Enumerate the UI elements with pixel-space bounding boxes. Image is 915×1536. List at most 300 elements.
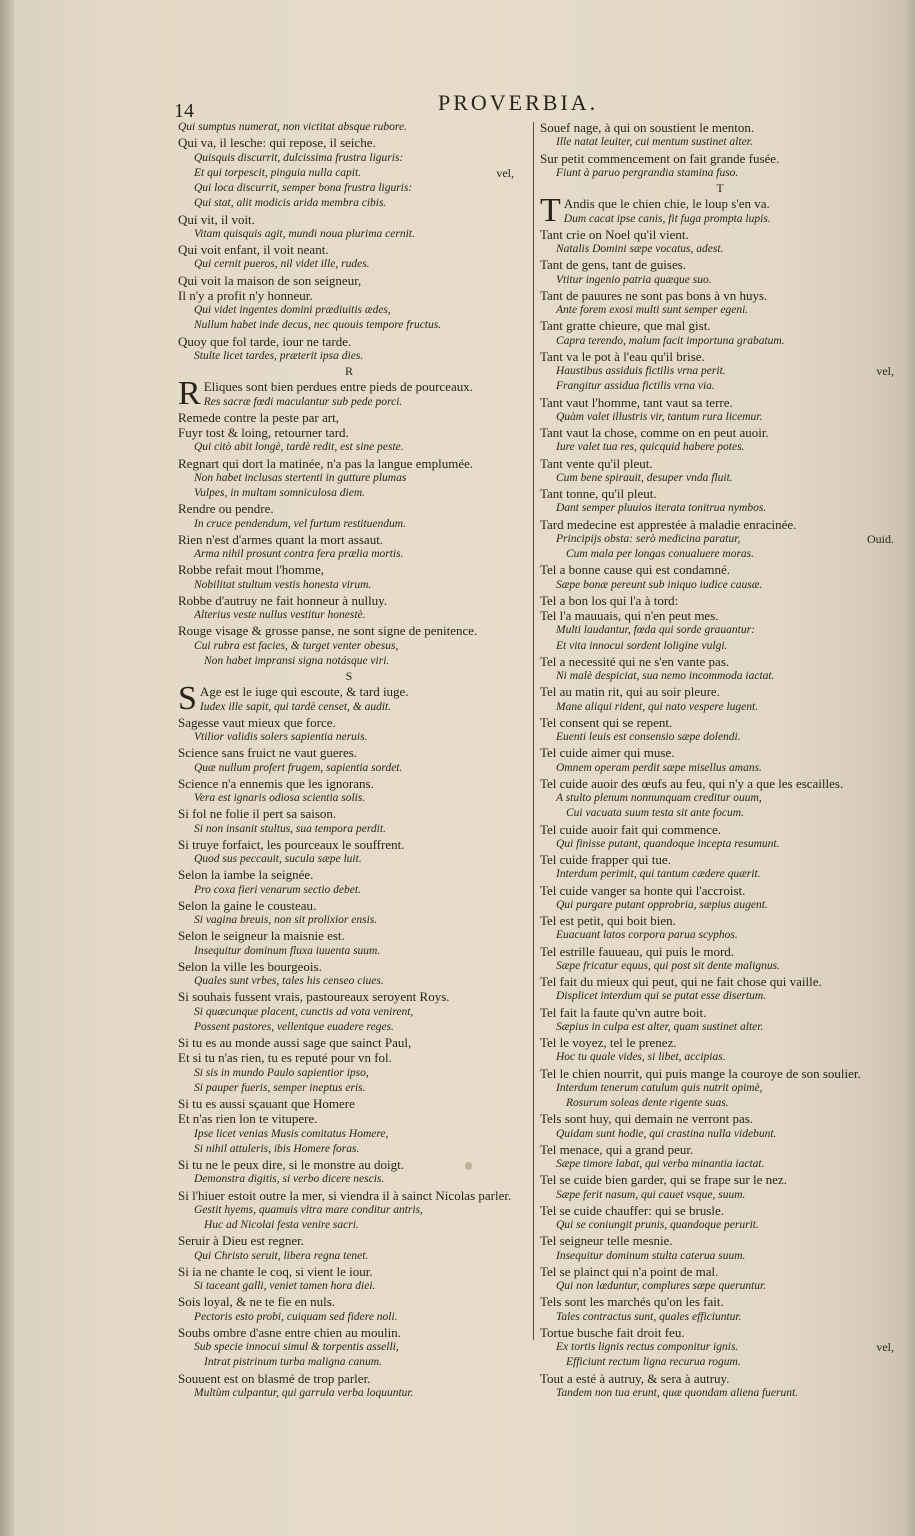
line-text: Remede contre la peste par art, (178, 409, 339, 425)
latin-translation (540, 1310, 900, 1325)
french-proverb (178, 532, 520, 547)
line-text: Sæpe bonæ pereunt sub iniquo iudice causæ. (556, 578, 763, 591)
line-text: Ex tortis lignis rectus componitur ignis. (556, 1341, 739, 1353)
latin-translation (540, 532, 900, 547)
french-proverb (178, 989, 520, 1004)
line-text: Tel cuide auoir fait qui commence. (540, 821, 722, 837)
french-proverb (178, 1294, 520, 1309)
line-text: Quidam sunt hodie, qui crastina nulla videbunt. (556, 1127, 777, 1140)
french-proverb (178, 1035, 520, 1050)
line-text: Tel a bon los qui l'a à tord: (540, 592, 679, 608)
line-text: Si taceant galli, veniet tamen hora diei. (194, 1280, 376, 1292)
french-proverb (540, 776, 900, 791)
latin-translation (178, 120, 520, 135)
line-text: Tel le chien nourrit, qui puis mange la couroye de son soulier. (540, 1065, 861, 1081)
latin-translation (540, 334, 900, 349)
line-text: Hoc tu quale vides, si libet, accipias. (556, 1051, 726, 1064)
line-text: Sæpius in culpa est alter, quam sustinet alter. (556, 1020, 764, 1033)
latin-translation (178, 257, 520, 272)
latin-translation (540, 135, 900, 150)
line-text: Cui vacuata suum testa sit ante focum. (566, 807, 744, 820)
french-proverb (178, 212, 520, 227)
line-text: Tant vaut la chose, comme on en peut auoir. (540, 425, 769, 440)
latin-translation (178, 1020, 520, 1035)
latin-translation (540, 1249, 900, 1264)
line-text: Vera est ignaris odiosa scientia solis. (194, 792, 366, 804)
french-proverb (540, 120, 900, 135)
french-proverb (178, 898, 520, 913)
french-proverb (178, 1325, 520, 1340)
line-text: Tel estrille fauueau, qui puis le mord. (540, 943, 735, 959)
line-text: Vtilior validis solers sapientia neruis. (194, 731, 368, 743)
letter-heading (540, 181, 900, 196)
line-text: Sæpe ferit nasum, qui cauet vsque, suum. (556, 1188, 746, 1201)
french-proverb (178, 959, 520, 974)
line-text: Rendre ou pendre. (178, 501, 274, 517)
latin-translation (178, 730, 520, 745)
line-text: Tales contractus sunt, quales efficiuntur. (556, 1310, 742, 1323)
line-text: Tel fait la faute qu'vn autre boit. (540, 1004, 707, 1020)
line-text: Tel l'a mauuais, qui n'en peut mes. (540, 608, 719, 623)
line-text: Si non insanit stultus, sua tempora perdit. (194, 822, 386, 835)
latin-translation (178, 913, 520, 928)
line-text: Qui Christo seruit, libera regna tenet. (194, 1249, 369, 1262)
line-text: Tel se plainct qui n'a point de mal. (540, 1263, 719, 1279)
latin-translation (178, 1340, 520, 1355)
line-text: Quisquis discurrit, dulcissima frustra liguris: (194, 151, 404, 164)
french-proverb (540, 883, 900, 898)
line-text: Tel consent qui se repent. (540, 714, 673, 730)
marginal-note: Ouid. (867, 531, 894, 546)
french-proverb (178, 715, 520, 730)
line-text: Robbe d'autruy ne fait honneur à nulluy. (178, 592, 388, 608)
line-text: Qui videt ingentes domini prædiuitis ædes, (194, 304, 391, 316)
line-text: Souuent est on blasmé de trop parler. (178, 1370, 371, 1386)
line-text: Selon le seigneur la maisnie est. (178, 928, 345, 944)
french-proverb (540, 288, 900, 303)
latin-translation (540, 669, 900, 684)
line-text: Qui cernit pueros, nil videt ille, rudes. (194, 258, 370, 271)
french-proverb (178, 135, 520, 150)
latin-translation (178, 1005, 520, 1020)
line-text: Cum mala per longas conualuere moras. (566, 548, 755, 560)
line-text: Dant semper pluuios iterata tonitrua nymbos. (556, 502, 767, 515)
line-text: Tant gratte chieure, que mal gist. (540, 318, 711, 334)
latin-translation (178, 1203, 520, 1218)
latin-translation (540, 1050, 900, 1065)
french-proverb (178, 745, 520, 760)
line-text: Possent pastores, vellentque euadere reges. (194, 1020, 394, 1033)
french-proverb (540, 715, 900, 730)
line-text: Et vita innocui sordent loligine vulgi. (556, 639, 728, 652)
french-proverb (540, 1233, 900, 1248)
latin-translation (540, 242, 900, 257)
next-page-edge (903, 0, 915, 1536)
line-text: Si truye forfaict, les pourceaux le souffrent. (178, 836, 405, 852)
line-text: Interdum tenerum catulum quis nutrit opimè, (556, 1081, 763, 1094)
latin-translation (178, 608, 520, 623)
latin-translation (540, 1157, 900, 1172)
letter-heading (178, 669, 520, 684)
line-text: Omnem operam perdit sæpe misellus amans. (556, 761, 762, 774)
french-proverb (178, 1233, 520, 1248)
drop-cap-initial: S (178, 680, 197, 718)
line-text: Ille natat leuiter, cui mentum sustinet alter. (556, 136, 753, 149)
french-proverb (540, 1172, 900, 1187)
french-proverb (540, 1325, 900, 1340)
latin-translation (540, 1279, 900, 1294)
line-text: Pro coxa fieri venarum sectio debet. (194, 883, 361, 896)
line-text: Andis que le chien chie, le loup s'en va. (563, 196, 770, 212)
latin-translation (540, 440, 900, 455)
line-text: Et qui torpescit, pinguia nulla capit. (194, 166, 362, 179)
column-divider (533, 122, 534, 1340)
line-text: Non habet impransi signa notásque viri. (204, 654, 390, 667)
page-number: 14 (174, 100, 194, 122)
latin-translation (178, 547, 520, 562)
french-proverb (540, 1111, 900, 1126)
latin-translation (540, 1020, 900, 1035)
latin-translation (178, 318, 520, 333)
line-text: Quæ nullum profert frugem, sapientia sordet. (194, 761, 403, 774)
line-text: Qui finisse putant, quandoque incepta resumunt. (556, 837, 780, 850)
running-head: PROVERBIA. (438, 90, 599, 115)
line-text: Efficiunt rectum ligna recurua rogum. (566, 1356, 741, 1369)
latin-translation (540, 273, 900, 288)
line-text: Selon la ville les bourgeois. (178, 958, 322, 974)
french-proverb (178, 837, 520, 852)
line-text: Selon la gaine le cousteau. (178, 897, 317, 913)
line-text: Rosurum soleas dente rigente suas. (566, 1097, 729, 1109)
french-proverb (540, 1371, 900, 1386)
latin-translation (178, 654, 520, 669)
latin-translation (540, 379, 900, 394)
french-proverb (178, 1050, 520, 1065)
latin-translation (178, 761, 520, 776)
french-proverb (540, 974, 900, 989)
line-text: Selon la iambe la seignée. (178, 867, 314, 883)
line-text: Displicet interdum qui se putat esse disertum. (556, 990, 767, 1003)
line-text: Frangitur assidua fictilis vrna via. (556, 380, 715, 393)
line-text: Si pauper fueris, semper ineptus eris. (194, 1081, 366, 1094)
line-text: Tortue busche fait droit feu. (540, 1324, 685, 1340)
line-text: Demonstra digitis, si verbo dicere nescis. (194, 1173, 385, 1186)
line-text: R (344, 364, 353, 378)
line-text: Si sis in mundo Paulo sapientior ipso, (194, 1066, 369, 1079)
line-text: Tel au matin rit, qui au soir pleure. (540, 684, 720, 700)
line-text: Qui purgare putant opprobria, sæpius augent. (556, 898, 768, 911)
line-text: Si souhais fussent vrais, pastoureaux seroyent Roys. (178, 989, 450, 1005)
latin-translation (540, 989, 900, 1004)
latin-translation (540, 212, 900, 227)
line-text: Si quæcunque placent, cunctis ad vota venirent, (194, 1005, 414, 1018)
line-text: Tant vente qu'il pleut. (540, 455, 653, 471)
latin-translation (178, 517, 520, 532)
french-proverb (540, 684, 900, 699)
latin-translation (178, 578, 520, 593)
latin-translation (178, 1172, 520, 1187)
latin-translation (540, 837, 900, 852)
line-text: Natalis Domini sæpe vocatus, adest. (556, 243, 724, 255)
line-text: Tels sont huy, qui demain ne verront pas. (540, 1111, 754, 1127)
french-proverb (540, 608, 900, 623)
french-proverb (540, 1294, 900, 1309)
latin-translation (178, 349, 520, 364)
line-text: Tels sont les marchés qu'on les fait. (540, 1294, 724, 1310)
latin-translation (540, 364, 900, 379)
line-text: Euacuant latos corpora parua scyphos. (556, 929, 738, 942)
latin-translation (178, 1386, 520, 1401)
line-text: Tel cuide frapper qui tue. (540, 852, 671, 867)
line-text: Seruir à Dieu est regner. (178, 1233, 304, 1249)
line-text: Age est le iuge qui escoute, & tard iuge. (199, 684, 409, 700)
latin-translation (540, 471, 900, 486)
line-text: Pectoris esto probi, cuiquam sed fidere noli. (194, 1310, 398, 1323)
french-proverb (178, 456, 520, 471)
french-proverb (540, 517, 900, 532)
french-proverb (540, 227, 900, 242)
latin-translation (540, 730, 900, 745)
latin-translation (178, 1066, 520, 1081)
latin-translation (540, 1355, 900, 1370)
line-text: Capra terendo, malum facit importuna grabatum. (556, 334, 785, 347)
french-proverb (540, 486, 900, 501)
french-proverb (178, 1264, 520, 1279)
line-text: Si tu es au monde aussi sage que sainct Paul, (178, 1035, 412, 1050)
line-text: Science sans fruict ne vaut gueres. (178, 745, 358, 761)
line-text: Tant va le pot à l'eau qu'il brise. (540, 348, 705, 364)
latin-translation (540, 166, 900, 181)
latin-translation (178, 227, 520, 242)
latin-translation (178, 151, 520, 166)
latin-translation (178, 639, 520, 654)
line-text: Tel fait du mieux qui peut, qui ne fait chose qui vaille. (540, 974, 822, 989)
line-text: Tard medecine est apprestée à maladie enracinée. (540, 516, 797, 532)
french-proverb (540, 1264, 900, 1279)
line-text: Tel seigneur telle mesnie. (540, 1233, 673, 1249)
french-proverb (540, 1005, 900, 1020)
latin-translation (540, 1081, 900, 1096)
line-text: Si tu ne le peux dire, si le monstre au doigt. (178, 1157, 405, 1172)
latin-translation (540, 623, 900, 638)
right-column (540, 120, 900, 1401)
latin-translation (178, 196, 520, 211)
latin-translation (540, 303, 900, 318)
latin-translation (540, 639, 900, 654)
line-text: Sagesse vaut mieux que force. (178, 714, 336, 730)
line-text: Insequitur dominum fluxa iuuenta suum. (194, 944, 381, 957)
line-text: Interdum perimit, qui tantum cædere quærit. (556, 868, 761, 881)
line-text: Nullum habet inde decus, nec quouis tempore fructus. (194, 319, 442, 332)
line-text: Fuyr tost & loing, retourner tard. (178, 425, 349, 440)
latin-translation (178, 440, 520, 455)
latin-translation (178, 822, 520, 837)
line-text: Qui non læduntur, complures sæpe queruntur. (556, 1280, 767, 1292)
latin-translation (178, 1081, 520, 1096)
latin-translation (540, 578, 900, 593)
latin-translation (540, 1218, 900, 1233)
line-text: Qui citò abit longè, tardè redit, est sine peste. (194, 441, 404, 454)
line-text: Tant de pauures ne sont pas bons à vn huys. (540, 287, 768, 303)
latin-translation (178, 944, 520, 959)
left-column (178, 120, 520, 1401)
line-text: Qui sumptus numerat, non victitat absque rubore. (178, 121, 407, 133)
line-text: Haustibus assiduis fictilis vrna perit. (556, 365, 726, 377)
french-proverb (178, 273, 520, 288)
latin-translation (178, 700, 520, 715)
line-text: Eliques sont bien perdues entre pieds de pourceaux. (203, 379, 473, 395)
latin-translation (540, 928, 900, 943)
french-proverb (540, 1066, 900, 1081)
french-proverb (540, 822, 900, 837)
line-text: Arma nihil prosunt contra fera prælia mortis. (194, 548, 404, 560)
line-text: Ante forem exosi multi sunt semper egeni. (556, 304, 749, 316)
french-proverb (540, 1203, 900, 1218)
line-text: Vitam quisquis agit, mundi noua plurima cernit. (194, 227, 415, 240)
french-proverb (540, 349, 900, 364)
line-text: Sois loyal, & ne te fie en nuls. (178, 1294, 336, 1310)
latin-translation (540, 806, 900, 821)
line-text: Gestit hyems, quamuis vltra mare conditur antris, (194, 1203, 423, 1216)
line-text: Si fol ne folie il pert sa saison. (178, 806, 337, 822)
latin-translation (540, 700, 900, 715)
latin-translation (540, 1386, 900, 1401)
line-text: T (716, 181, 724, 195)
line-text: Stulte licet tardes, præterit ipsa dies. (194, 349, 364, 362)
line-text: Qui vit, il voit. (178, 211, 255, 227)
line-text: Tel a necessité qui ne s'en vante pas. (540, 653, 730, 669)
french-proverb (540, 852, 900, 867)
line-text: Intrat pistrinum turba maligna canum. (204, 1356, 382, 1369)
latin-translation (178, 1249, 520, 1264)
latin-translation (540, 1340, 900, 1355)
line-text: Tel cuide auoir des œufs au feu, qui n'y a que les escailles. (540, 775, 844, 791)
latin-translation (178, 395, 520, 410)
line-text: Nobilitat stultum vestis honesta virum. (194, 578, 372, 591)
line-text: Multi laudantur, fœda qui sorde grauantur: (556, 624, 755, 637)
line-text: Fiunt à paruo pergrandia stamina fuso. (556, 166, 739, 179)
line-text: Tel se cuide bien garder, qui se frape sur le nez. (540, 1172, 787, 1188)
line-text: Iure valet tua res, quicquid habere potes. (556, 441, 745, 454)
marginal-note: vel, (876, 1340, 894, 1354)
line-text: Quales sunt vrbes, tales his censeo ciues. (194, 975, 384, 987)
page-edge-shadow (0, 0, 14, 1536)
line-text: Huc ad Nicolai festa venire sacri. (204, 1219, 359, 1231)
line-text: Non habet inclusas stertenti in gutture plumas (194, 471, 407, 484)
line-text: Tant vaut l'homme, tant vaut sa terre. (540, 394, 733, 410)
latin-translation (178, 181, 520, 196)
line-text: Tel cuide aimer qui muse. (540, 745, 675, 761)
french-proverb (178, 1371, 520, 1386)
line-text: Qui voit enfant, il voit neant. (178, 242, 329, 257)
latin-translation (540, 410, 900, 425)
line-text: Sur petit commencement on fait grande fusée. (540, 150, 780, 166)
latin-translation (178, 974, 520, 989)
line-text: Tel cuide vanger sa honte qui l'accroist. (540, 882, 746, 898)
french-proverb (178, 242, 520, 257)
french-proverb (540, 745, 900, 760)
line-text: Soubs ombre d'asne entre chien au moulin. (178, 1324, 401, 1340)
french-proverb (540, 1035, 900, 1050)
latin-translation (540, 959, 900, 974)
latin-translation (178, 1142, 520, 1157)
line-text: S (345, 669, 353, 683)
line-text: Iudex ille sapit, qui tardè censet, & audit. (199, 700, 392, 713)
line-text: Alterius veste nullus vestitur honestè. (194, 609, 366, 621)
latin-translation (540, 898, 900, 913)
french-proverb (178, 1111, 520, 1126)
line-text: Ipse licet venias Musis comitatus Homere, (194, 1127, 389, 1140)
line-text: Tel menace, qui a grand peur. (540, 1141, 694, 1157)
line-text: Tant crie on Noel qu'il vient. (540, 226, 689, 242)
french-proverb (178, 288, 520, 303)
marginal-note: vel, (496, 165, 514, 180)
line-text: Qui loca discurrit, semper bona frustra liguris: (194, 182, 413, 194)
line-text: Tant tonne, qu'il pleut. (540, 486, 657, 501)
latin-translation (178, 791, 520, 806)
french-proverb (540, 913, 900, 928)
line-text: In cruce pendendum, vel furtum restituendum. (194, 517, 406, 530)
line-text: Si ia ne chante le coq, si vient le iour. (178, 1263, 373, 1279)
french-proverb (178, 562, 520, 577)
french-proverb (178, 623, 520, 638)
latin-translation (178, 1310, 520, 1325)
latin-translation (178, 1355, 520, 1370)
line-text: Tant de gens, tant de guises. (540, 257, 687, 273)
french-proverb (540, 1142, 900, 1157)
french-proverb (178, 776, 520, 791)
line-text: Tel est petit, qui boit bien. (540, 913, 676, 928)
latin-translation (178, 1218, 520, 1233)
latin-translation (540, 867, 900, 882)
line-text: Il n'y a profit n'y honneur. (178, 287, 313, 303)
line-text: Tout a esté à autruy, & sera à autruy. (540, 1370, 730, 1386)
line-text: Vtitur ingenio patria quæque suo. (556, 273, 712, 286)
line-text: Regnart qui dort la matinée, n'a pas la langue emplumée. (178, 455, 474, 471)
line-text: Robbe refait mout l'homme, (178, 562, 325, 578)
line-text: A stulto plenum nonnunquam creditur ouum, (556, 792, 762, 804)
latin-translation (178, 166, 520, 181)
line-text: Principijs obsta: serò medicina paratur, (556, 532, 741, 545)
line-text: Science n'a ennemis que les ignorans. (178, 775, 374, 791)
line-text: Et si tu n'as rien, tu es reputé pour vn fol. (178, 1050, 392, 1066)
drop-cap-initial: T (540, 192, 561, 230)
latin-translation (540, 791, 900, 806)
line-text: Et n'as rien lon te vitupere. (178, 1111, 318, 1127)
line-text: Euenti leuis est consensio sæpe dolendi. (556, 731, 741, 743)
latin-translation (540, 761, 900, 776)
line-text: Mane aliqui rident, qui nato vespere lugent. (556, 700, 759, 713)
latin-translation (540, 1096, 900, 1111)
line-text: Quoy que fol tarde, iour ne tarde. (178, 333, 352, 349)
line-text: Cui rubra est facies, & turget venter obesus, (194, 639, 399, 652)
line-text: Si vagina breuis, non sit prolixior ensis. (194, 914, 378, 926)
latin-translation (178, 486, 520, 501)
latin-translation (540, 1127, 900, 1142)
line-text: Si tu es aussi sçauant que Homere (178, 1096, 355, 1111)
latin-translation (540, 501, 900, 516)
latin-translation (178, 471, 520, 486)
latin-translation (540, 1188, 900, 1203)
line-text: Sæpe timore labat, qui verba minantia iactat. (556, 1158, 765, 1170)
line-text: Multùm culpantur, qui garrula verba loquuntur. (194, 1386, 414, 1399)
line-text: Souef nage, à qui on soustient le menton. (540, 120, 755, 135)
line-text: Tel a bonne cause qui est condamné. (540, 562, 731, 578)
french-proverb (540, 318, 900, 333)
line-text: Cum bene spirauit, desuper vnda fluit. (556, 471, 733, 484)
latin-translation (178, 852, 520, 867)
line-text: Ni malè despiciat, sua nemo incommoda iactat. (556, 670, 775, 682)
